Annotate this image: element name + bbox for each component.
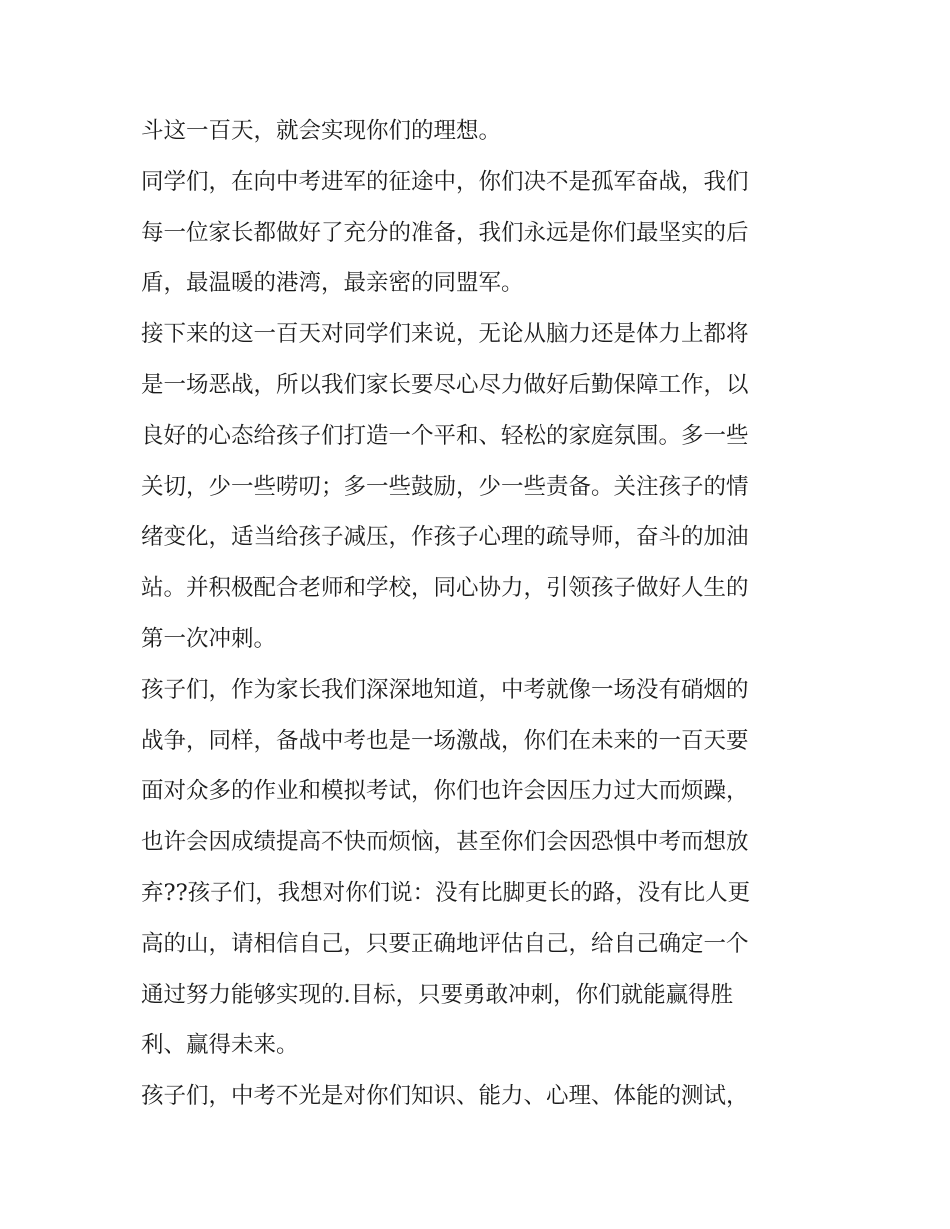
text-line-3: 每一位家长都做好了充分的准备，我们永远是你们最坚实的后 — [141, 219, 749, 246]
text-line-6: 是一场恶战，所以我们家长要尽心尽力做好后勤保障工作，以 — [141, 371, 749, 398]
text-line-5: 接下来的这一百天对同学们来说，无论从脑力还是体力上都将 — [141, 321, 749, 348]
text-line-19: 利、赢得未来。 — [141, 1032, 299, 1059]
text-line-16: 弃??孩子们，我想对你们说：没有比脚更长的路，没有比人更 — [141, 879, 751, 906]
text-line-10: 站。并积极配合老师和学校，同心协力，引领孩子做好人生的 — [141, 575, 749, 602]
text-line-14: 面对众多的作业和模拟考试，你们也许会因压力过大而烦躁， — [141, 778, 749, 805]
text-line-13: 战争，同样，备战中考也是一场激战，你们在未来的一百天要 — [141, 727, 749, 754]
text-line-18: 通过努力能够实现的.目标，只要勇敢冲刺，你们就能赢得胜 — [141, 981, 734, 1008]
text-line-11: 第一次冲刺。 — [141, 625, 277, 652]
text-line-20: 孩子们，中考不光是对你们知识、能力、心理、体能的测试， — [141, 1083, 749, 1110]
text-line-8: 关切，少一些唠叨；多一些鼓励，少一些责备。关注孩子的情 — [141, 473, 749, 500]
text-line-9: 绪变化，适当给孩子减压，作孩子心理的疏导师，奋斗的加油 — [141, 524, 749, 551]
text-line-17: 高的山，请相信自己，只要正确地评估自己，给自己确定一个 — [141, 930, 749, 957]
text-line-4: 盾，最温暖的港湾，最亲密的同盟军。 — [141, 270, 524, 297]
text-line-12: 孩子们，作为家长我们深深地知道，中考就像一场没有硝烟的 — [141, 676, 749, 703]
document-body — [141, 106, 817, 1122]
text-line-2: 同学们，在向中考进军的征途中，你们决不是孤军奋战，我们 — [141, 168, 749, 195]
text-line-7: 良好的心态给孩子们打造一个平和、轻松的家庭氛围。多一些 — [141, 422, 749, 449]
text-line-15: 也许会因成绩提高不快而烦恼，甚至你们会因恐惧中考而想放 — [141, 829, 749, 856]
text-line-1: 斗这一百天，就会实现你们的理想。 — [141, 118, 502, 144]
